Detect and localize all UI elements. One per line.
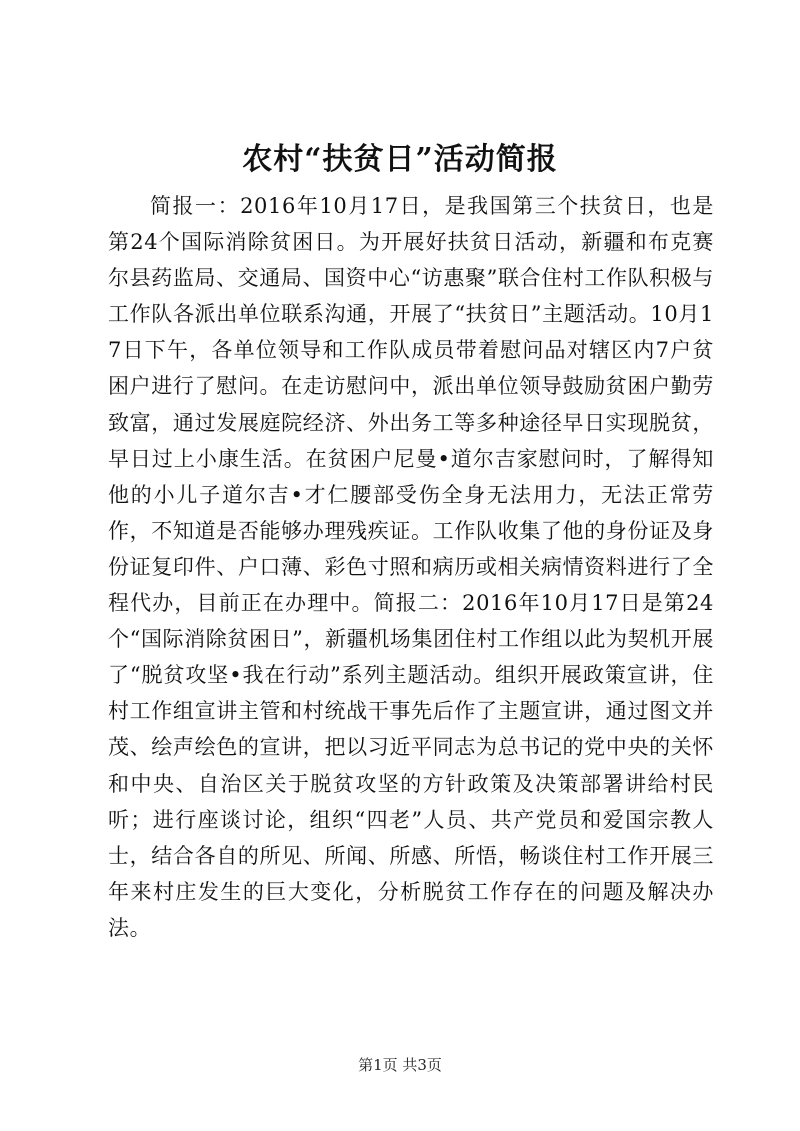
page-number: 第1页 共3页 [358, 1056, 442, 1074]
document-title: 农村“扶贫日”活动简报 [242, 142, 558, 177]
document-body: 简报一：2016年10月17日，是我国第三个扶贫日，也是第24个国际消除贫困日。为开展好扶贫日活动，新疆和布克赛尔县药监局、交通局、国资中心“访惠聚”联合住村工作队积极与工作队各派出单位联系沟通，开展了“扶贫日”主题活动。10月17日下午，各单位领导和工作队成员带着慰问品对辖区内7户贫困户进行了慰问。在走访慰问中，派出单位领导鼓励贫困户勤劳致富，通过发展庭院经济、外出务工等多种途径早日实现脱贫，早日过上小康生活。在贫困户尼曼•道尔吉家慰问时，了解得知他的小儿子道尔吉•才仁腰部受伤全身无法用力，无法正常劳作，不知道是否能够办理残疾证。工作队收集了他的身份证及身份证复印件、户口薄、彩色寸照和病历或相关病情资料进行了全程代办，目前正在办理中。简报二：2016年10月17日是第24个“国际消除贫困日”，新疆机场集团住村工作组以此为契机开展了“脱贫攻坚•我在行动”系列主题活动。组织开展政策宣讲，住村工作组宣讲主管和村统战干事先后作了主题宣讲，通过图文并茂、绘声绘色的宣讲，把以习近平同志为总书记的党中央的关怀和中央、自治区关于脱贫攻坚的方针政策及决策部署讲给村民听；进行座谈讨论，组织“四老”人员、共产党员和爱国宗教人士，结合各自的所见、所闻、所感、所悟，畅谈住村工作开展三年来村庄发生的巨大变化，分析脱贫工作存在的问题及解决办法。 [108, 194, 714, 940]
